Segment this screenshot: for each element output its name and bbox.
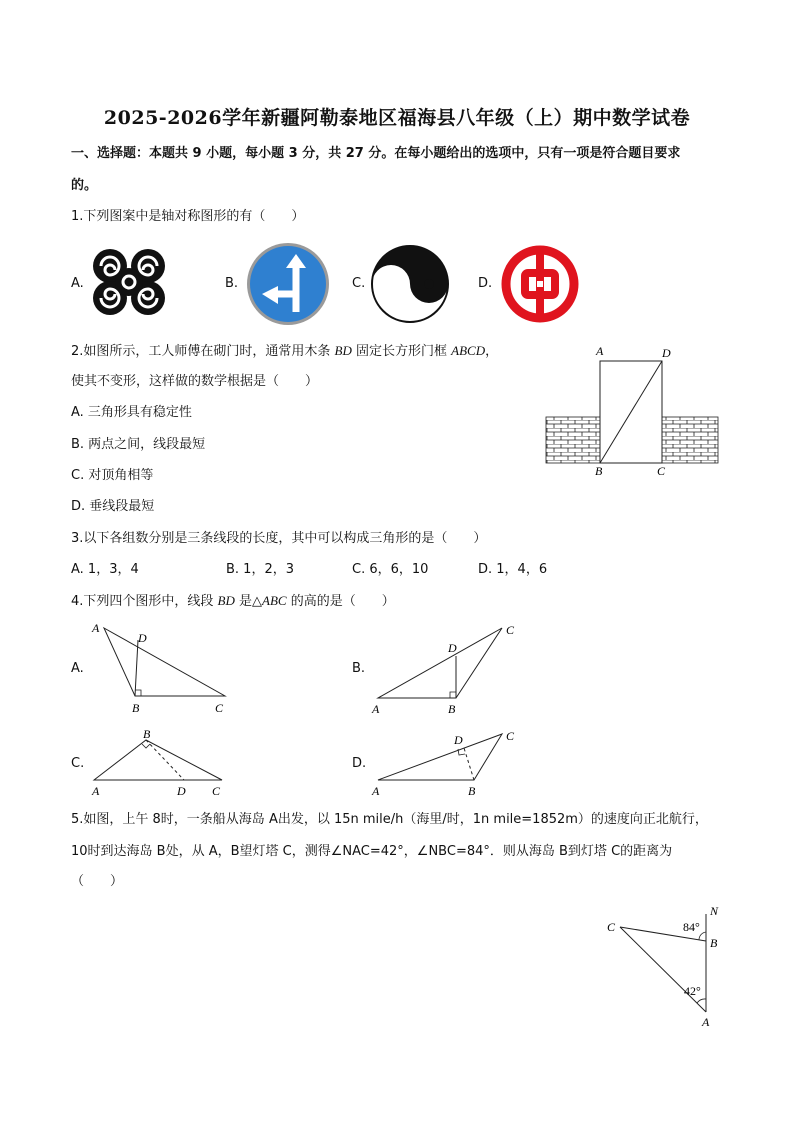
question-1-stem: 1.下列图案中是轴对称图形的有（ ） [71,209,305,224]
q4b-label-a: A [372,702,380,716]
q4b-label-c: C [506,623,515,637]
q2-label-a: A [596,344,604,358]
question-5-stem-line1: 5.如图，上午 8时，一条船从海岛 A出发，以 15n mile/h（海里/时，1n mile=1852m）的速度向正北航行， [71,812,708,827]
section-heading-continued: 的。 [71,178,98,193]
q4-option-c-label: C. [71,756,85,771]
q3-option-a: A. 1，3，4 [71,562,139,577]
q2-rect-abcd: ABCD [451,343,486,358]
q5-label-c: C [607,920,616,934]
q4-option-a-label: A. [71,661,84,676]
q4-figure-a [88,618,238,718]
q4b-label-b: B [448,702,456,716]
q2-segment-bd: BD [334,343,352,358]
road-sign-arrows-icon [246,242,330,326]
q2-stem-text: 2.如图所示，工人师傅在砌门时，通常用木条 [71,344,335,359]
question-2-stem-line1 [71,342,498,361]
section-heading: 一、选择题：本题共 9 小题，每小题 3 分，共 27 分。在每小题给出的选项中，只有一项是符合题目要求 [71,146,681,161]
q4-option-d-label: D. [352,756,367,771]
q4d-label-a: A [372,784,380,798]
q2-label-c: C [657,464,666,478]
q4d-label-b: B [468,784,476,798]
q4-stem-text: 4.下列四个图形中，线段 [71,594,218,609]
q5-navigation-figure [600,900,730,1035]
q4-figure-c [88,724,238,799]
cloud-knot-icon [88,244,170,320]
q4a-label-a: A [92,621,100,635]
page-title: 2025-2026学年新疆阿勒泰地区福海县八年级（上）期中数学试卷 [103,107,691,129]
q4-segment-bd: BD [217,593,235,608]
q4a-label-c: C [215,701,224,715]
q4-stem-text-2: 是△ [234,594,263,609]
question-5-stem-line3: （ ） [71,874,124,889]
q4-figure-d [368,724,528,799]
question-4-stem [71,592,395,611]
door-frame-figure [540,340,725,480]
q4c-label-b: B [143,727,151,741]
q2-option-d: D. 垂线段最短 [71,499,155,514]
q2-stem-comma: ， [485,344,499,359]
q3-option-d: D. 1，4，6 [478,562,548,577]
q2-label-b: B [595,464,603,478]
q4-figure-b [368,618,528,718]
q2-option-b: B. 两点之间，线段最短 [71,437,206,452]
q5-label-n: N [710,904,719,918]
q4a-label-d: D [138,631,147,645]
q4-stem-text-3: 的高的是（ ） [286,594,395,609]
q5-label-a: A [702,1015,710,1029]
question-2-stem-line2: 使其不变形，这样做的数学根据是（ ） [71,374,319,389]
bank-of-china-logo-icon [500,244,580,324]
q3-option-c: C. 6，6，10 [352,562,429,577]
q5-angle-42: 42° [684,984,701,998]
q5-label-b: B [710,936,718,950]
q4c-label-d: D [177,784,186,798]
q1-option-c-label: C. [352,276,366,291]
q2-option-a: A. 三角形具有稳定性 [71,405,192,420]
q1-option-d-label: D. [478,276,493,291]
q4c-label-c: C [212,784,221,798]
q4d-label-d: D [454,733,463,747]
q5-angle-84: 84° [683,920,700,934]
q4-triangle-abc: ABC [262,593,287,608]
q2-stem-text-2: 固定长方形门框 [351,344,452,359]
q4b-label-d: D [448,641,457,655]
q1-option-a-label: A. [71,276,84,291]
q4c-label-a: A [92,784,100,798]
q4-option-b-label: B. [352,661,366,676]
q4a-label-b: B [132,701,140,715]
question-5-stem-line2: 10时到达海岛 B处，从 A，B望灯塔 C，测得∠NAC=42°，∠NBC=84°．则从海岛 B到灯塔 C的距离为 [71,844,673,859]
q4d-label-c: C [506,729,515,743]
q1-option-b-label: B. [225,276,239,291]
q3-option-b: B. 1，2，3 [226,562,294,577]
question-3-stem: 3.以下各组数分别是三条线段的长度，其中可以构成三角形的是（ ） [71,531,487,546]
q2-option-c: C. 对顶角相等 [71,468,154,483]
yin-yang-icon [370,244,450,324]
q2-label-d: D [662,346,671,360]
